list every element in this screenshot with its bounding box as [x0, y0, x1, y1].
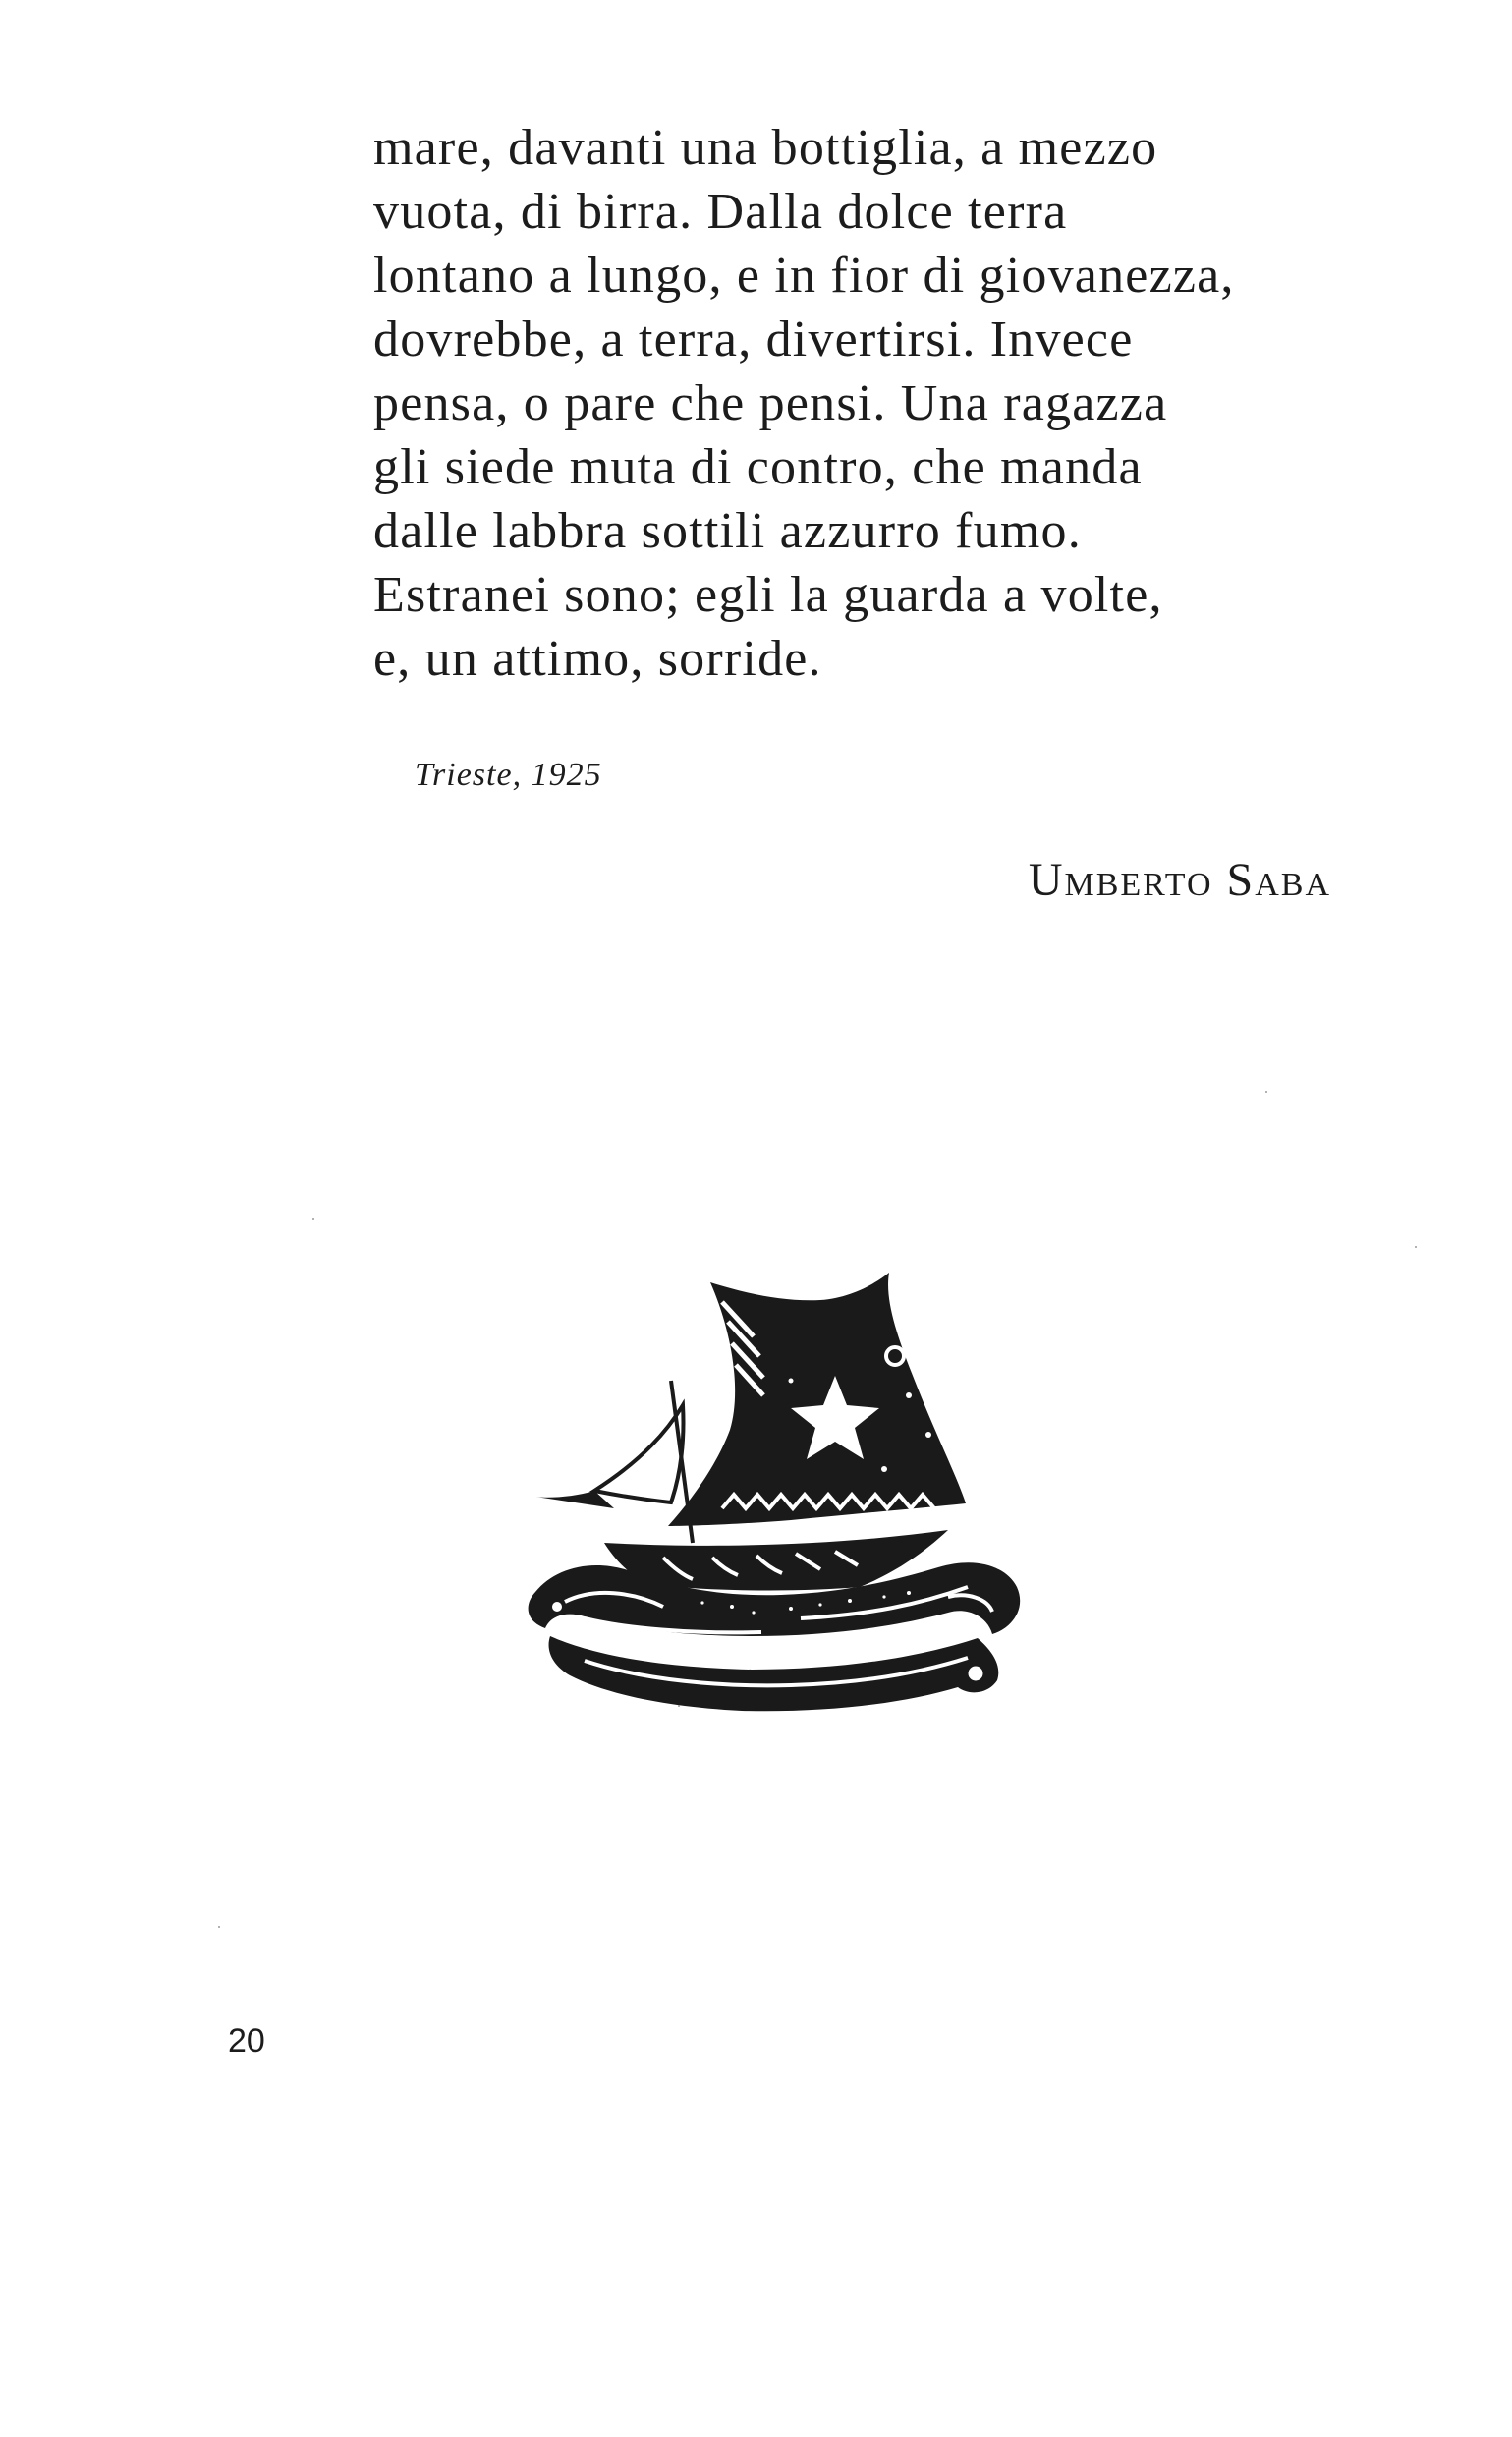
poem-line: dalle labbra sottili azzurro fumo.	[373, 503, 1082, 559]
poem-line: dovrebbe, a terra, divertirsi. Invece	[373, 312, 1134, 368]
poem-line: lontano a lungo, e in fior di giovanezza,	[373, 248, 1235, 304]
page-number: 20	[228, 2022, 265, 2060]
sailing-ship-woodcut-icon	[496, 1263, 1046, 1734]
poem-line: vuota, di birra. Dalla dolce terra	[373, 184, 1068, 240]
mainsail	[668, 1273, 966, 1526]
scan-speck	[678, 1705, 680, 1707]
poem-line: Estranei sono; egli la guarda a volte,	[373, 567, 1163, 623]
poem-line: gli siede muta di contro, che manda	[373, 439, 1143, 495]
scan-speck	[1415, 1246, 1417, 1248]
poem-text	[373, 116, 1258, 691]
poem-line: pensa, o pare che pensi. Una ragazza	[373, 375, 1168, 431]
scan-speck	[1265, 1091, 1267, 1093]
author-signature: Umberto Saba	[1028, 854, 1331, 906]
scan-speck	[312, 1218, 314, 1220]
poem-line: mare, davanti una bottiglia, a mezzo	[373, 120, 1158, 176]
poem-line: e, un attimo, sorride.	[373, 631, 822, 687]
place-and-date: Trieste, 1925	[415, 757, 602, 793]
scan-speck	[218, 1926, 220, 1928]
